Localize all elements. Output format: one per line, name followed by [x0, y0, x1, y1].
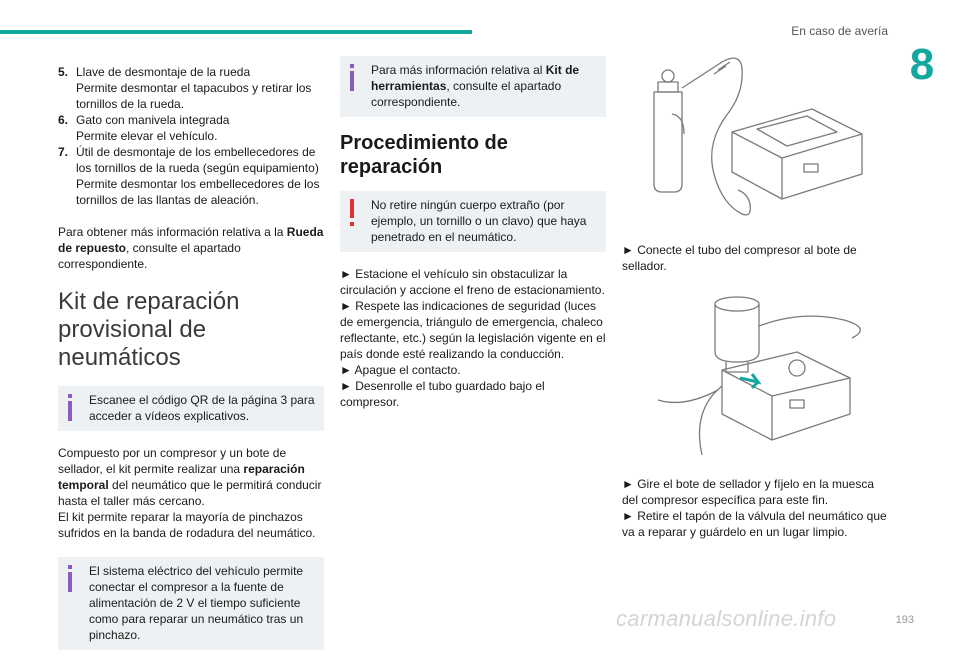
qr-info-note: Escanee el código QR de la página 3 para acceder a vídeos explicativos.	[58, 386, 324, 431]
watermark: carmanualsonline.info	[616, 606, 837, 631]
sealant-bottle-illustration	[622, 290, 888, 458]
list-item: ► Gire el bote de sellador y fíjelo en la muesca del compresor específica para este fin.	[622, 477, 875, 507]
item-desc: Permite desmontar el tapacubos y retirar los tornillos de la rueda.	[76, 81, 312, 111]
list-item: ► Desenrolle el tubo guardado bajo el compresor.	[340, 379, 545, 409]
list-item: ► Respete las indicaciones de seguridad (luces de emergencia, triángulo de emergencia, chaleco reflectante, etc.) según la legislación vigente en el país donde esté realizando la conducción.	[340, 299, 606, 361]
item-desc: Permite desmontar los embellecedores de los tornillos de las llantas de aleación.	[76, 177, 320, 207]
list-item: ► Apague el contacto.	[340, 363, 461, 377]
warning-icon	[350, 199, 372, 227]
column-3	[622, 54, 888, 540]
spare-wheel-paragraph: Para obtener más información relativa a la Rueda de repuesto, consulte el apartado correspondiente.	[58, 225, 324, 271]
list-item: 5. Llave de desmontaje de la rueda Permite desmontar el tapacubos y retirar los tornillos de la rueda.	[58, 65, 312, 111]
item-title: Llave de desmontaje de la rueda	[76, 65, 251, 79]
list-item: ► Retire el tapón de la válvula del neumático que va a reparar y guárdelo en un lugar limpio.	[622, 509, 887, 539]
toolkit-info-note: Para más información relativa al Kit de herramientas, consulte el apartado correspondiente.	[340, 56, 606, 117]
column-1	[58, 64, 324, 664]
warning-note: No retire ningún cuerpo extraño (por ejemplo, un tornillo o un clavo) que haya penetrado en el neumático.	[340, 191, 606, 252]
item-desc: Permite elevar el vehículo.	[76, 129, 218, 143]
section-title: En caso de avería	[791, 24, 888, 38]
fig1-caption: ► Conecte el tubo del compresor al bote de sellador.	[622, 243, 857, 273]
chapter-number: 8	[909, 40, 935, 89]
kit-heading: Kit de reparación provisional de neumáticos	[58, 288, 240, 371]
list-item: 6. Gato con manivela integrada Permite elevar el vehículo.	[58, 113, 230, 143]
tool-list	[58, 64, 324, 208]
page-number: 193	[895, 614, 914, 626]
fig2-steps	[622, 476, 888, 540]
procedure-steps	[340, 266, 606, 410]
procedure-heading: Procedimiento de reparación	[340, 132, 508, 178]
info-icon	[350, 64, 372, 92]
info-icon	[68, 394, 90, 422]
list-item: ► Estacione el vehículo sin obstaculizar la circulación y accione el freno de estacionamiento.	[340, 267, 605, 297]
compressor-tube-illustration	[622, 54, 888, 224]
kit-paragraph: Compuesto por un compresor y un bote de sellador, el kit permite realizar una reparación temporal del neumático que le permitirá conducir hasta el taller más cercano. El kit permite reparar la mayoría de pinchazos sufridos en la banda de rodadura del neumático.	[58, 446, 322, 540]
item-title: Útil de desmontaje de los embellecedores de los tornillos de la rueda (según equipamiento)	[76, 145, 319, 175]
electric-info-note: El sistema eléctrico del vehículo permite conectar el compresor a la fuente de alimentación de 2 V el tiempo suficiente como para reparar un neumático tras un pinchazo.	[58, 557, 324, 650]
column-2	[340, 56, 606, 410]
header-accent-bar	[0, 30, 472, 34]
info-icon	[68, 565, 90, 593]
list-item: 7. Útil de desmontaje de los embellecedores de los tornillos de la rueda (según equipamiento) Permite desmontar los embellecedores de los tornillos de las llantas de aleación.	[58, 145, 320, 207]
item-title: Gato con manivela integrada	[76, 113, 230, 127]
